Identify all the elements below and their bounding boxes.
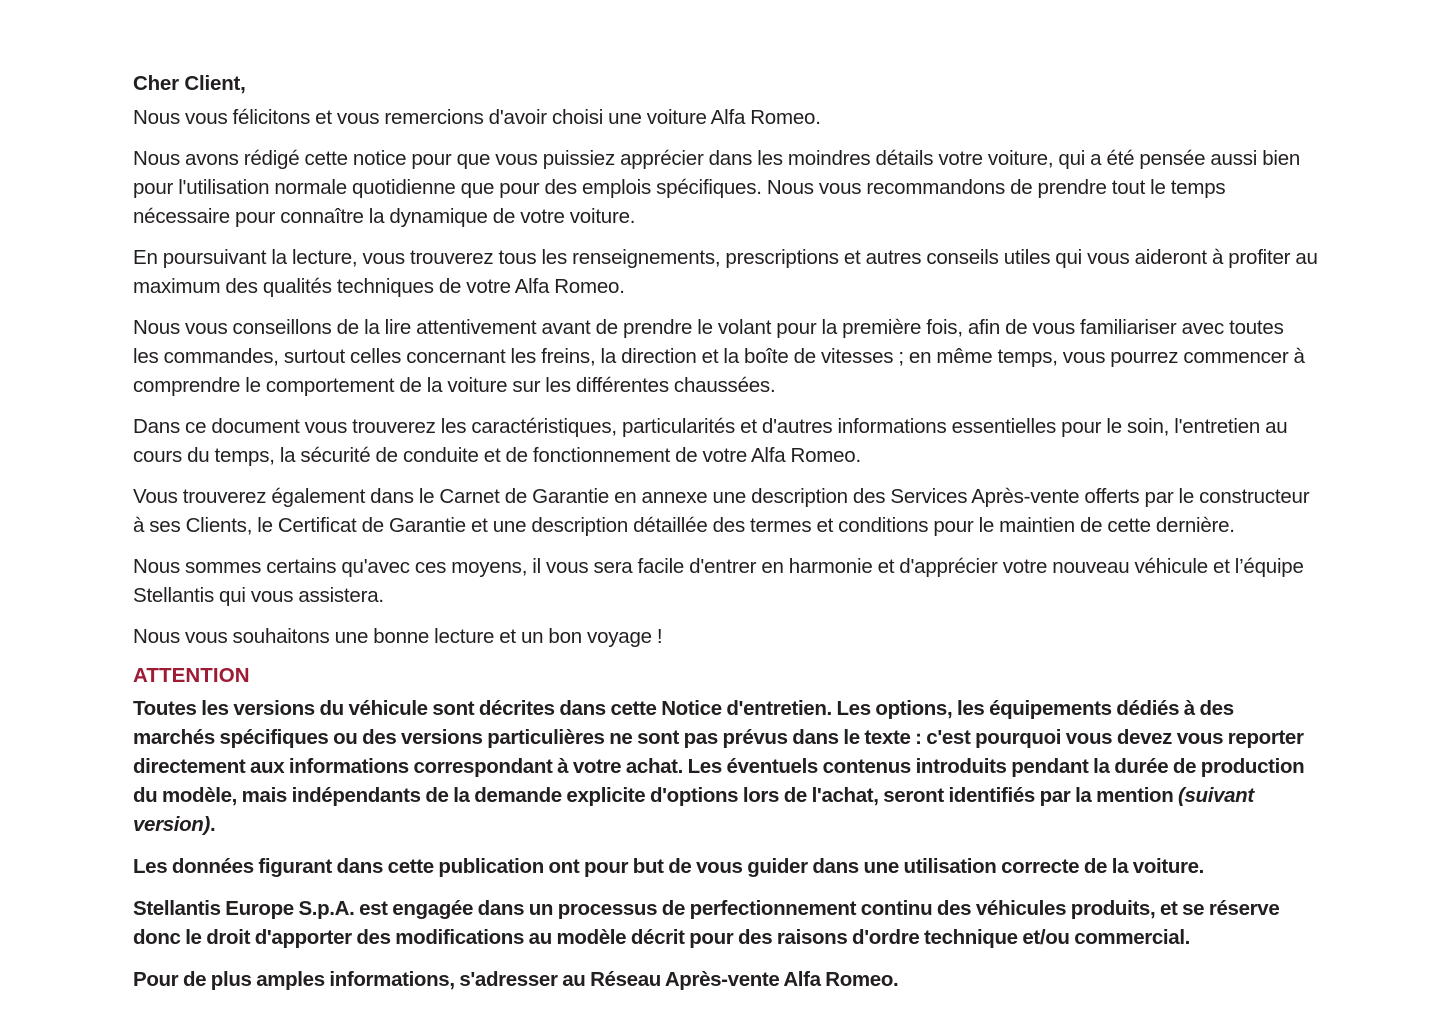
letter-paragraph-2: Nous avons rédigé cette notice pour que vous puissiez apprécier dans les moindres détails votre voiture, qui a été pensée aussi bien pour l'utilisation normale quotidienne que pour des emplois spécifiques. Nous vous recommandons de prendre tout le temps nécessaire pour connaître la dynamique de votre voiture. [133,147,1301,228]
letter-paragraph-8: Nous vous souhaitons une bonne lecture et un bon voyage ! [133,625,663,648]
salutation: Cher Client, [133,72,246,95]
attention-notice-text: Toutes les versions du véhicule sont décrites dans cette Notice d'entretien. Les options, les équipements dédiés à des marchés spécifiques ou des versions particulières ne sont pas prévus dans le texte : c'est pourquoi vous devez vous reporter directement aux informations correspondant à votre achat. Les éventuels contenus introduits pendant la durée de production du modèle, mais indépendants de la demande explicite d'options lors de l'achat, seront identifiés par la mention [133,697,1305,807]
attention-heading: ATTENTION [133,664,250,687]
attention-notice-data: Les données figurant dans cette publication ont pour but de vous guider dans une utilisation correcte de la voiture. [133,855,1205,878]
attention-notice-company: Stellantis Europe S.p.A. est engagée dans un processus de perfectionnement continu des véhicules produits, et se réserve donc le droit d'apporter des modifications au modèle décrit pour des raisons d'ordre technique et/ou commercial. [133,897,1280,949]
attention-notice-emphasis: (suivant version) [133,784,1254,836]
letter-paragraph-1: Nous vous félicitons et vous remercions d'avoir choisi une voiture Alfa Romeo. [133,106,821,129]
attention-notice-versions [133,694,1318,839]
letter-paragraph-4: Nous vous conseillons de la lire attentivement avant de prendre le volant pour la première fois, afin de vous familiariser avec toutes les commandes, surtout celles concernant les freins, la direction et la boîte de vitesses ; en même temps, vous pourrez commencer à comprendre le comportement de la voiture sur les différentes chaussées. [133,316,1305,397]
letter-paragraph-7: Nous sommes certains qu'avec ces moyens, il vous sera facile d'entrer en harmonie et d'apprécier votre nouveau véhicule et l’équipe Stellantis qui vous assistera. [133,555,1304,607]
letter-paragraph-5: Dans ce document vous trouverez les caractéristiques, particularités et d'autres informations essentielles pour le soin, l'entretien au cours du temps, la sécurité de conduite et de fonctionnement de votre Alfa Romeo. [133,415,1288,467]
attention-notice-contact: Pour de plus amples informations, s'adresser au Réseau Après-vente Alfa Romeo. [133,968,899,991]
letter-body [133,70,1323,994]
letter-paragraph-6: Vous trouverez également dans le Carnet de Garantie en annexe une description des Services Après-vente offerts par le constructeur à ses Clients, le Certificat de Garantie et une description détaillée des termes et conditions pour le maintien de cette dernière. [133,485,1310,537]
letter-paragraph-3: En poursuivant la lecture, vous trouverez tous les renseignements, prescriptions et autres conseils utiles qui vous aideront à profiter au maximum des qualités techniques de votre Alfa Romeo. [133,246,1318,298]
attention-notice-period: . [209,813,216,836]
